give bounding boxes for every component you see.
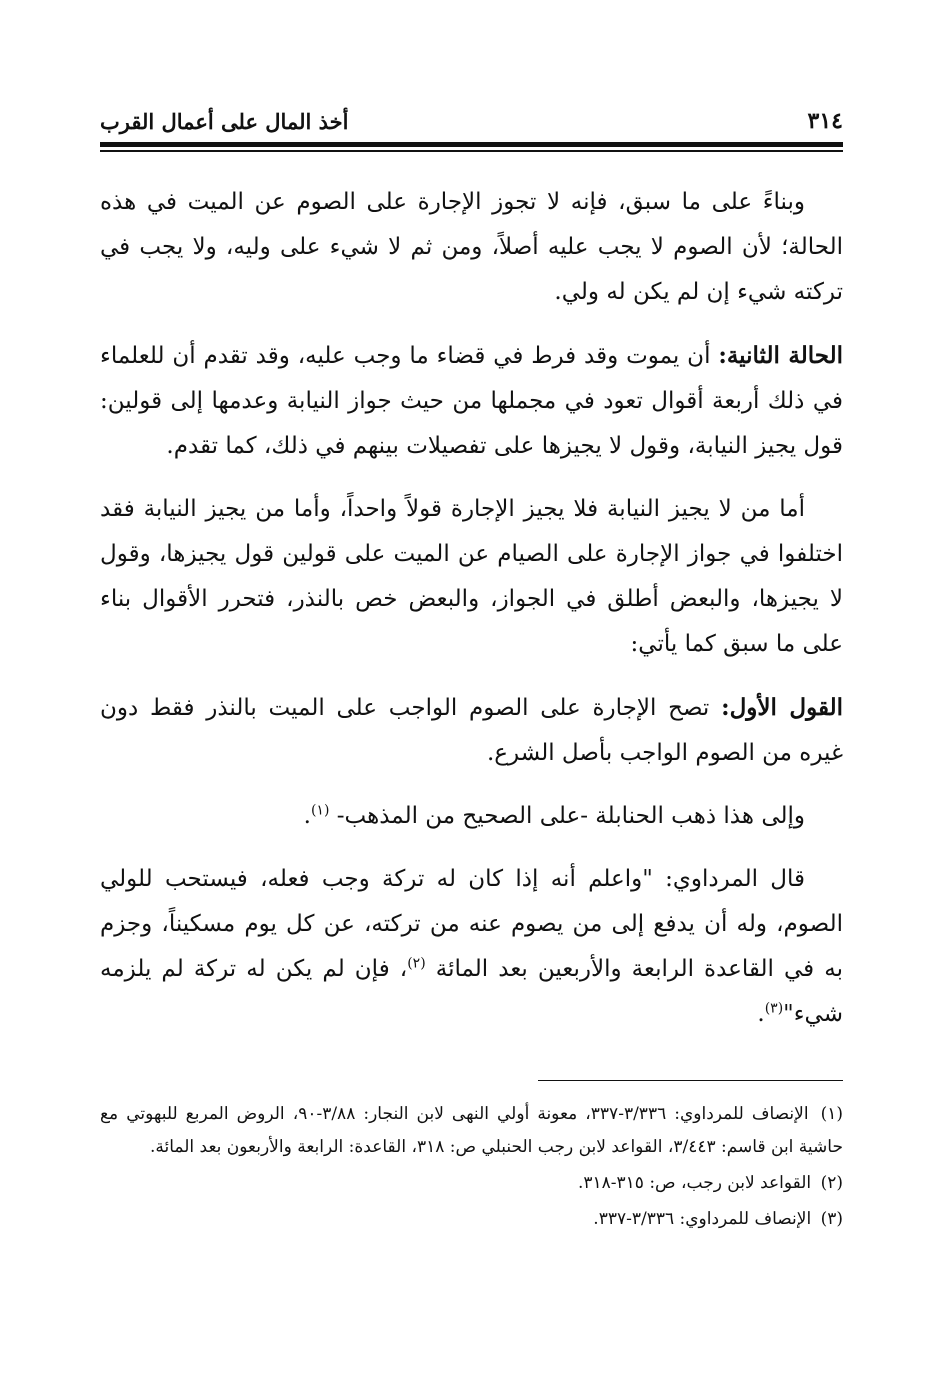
paragraph-6-text-b: ، فإن لم يكن له تركة لم يلزمه شيء" — [100, 956, 843, 1027]
footnote-number: (١) — [820, 1104, 844, 1124]
paragraph-5 — [100, 794, 843, 839]
footnote-text: الإنصاف للمرداوي: ٣/٣٣٦-٣٣٧. — [593, 1209, 812, 1229]
paragraph-3: أما من لا يجيز النيابة فلا يجيز الإجارة قولاً واحداً، وأما من يجيز النيابة فقد اختلفوا في جواز الإجارة على الصيام عن الميت على قولين قول يجيزها، وقول لا يجيزها، والبعض أطلق في الجواز، والبعض خص بالنذر، فتحرر الأقوال بناء على ما سبق كما يأتي: — [100, 496, 843, 657]
footnote-item — [100, 1203, 843, 1236]
main-text — [100, 180, 843, 1055]
footnote-item — [100, 1167, 843, 1200]
page-header — [100, 104, 843, 138]
header-rule-thick — [100, 142, 843, 147]
footnote-number: (٢) — [820, 1173, 843, 1193]
paragraph-6 — [100, 857, 843, 1037]
header-rule-thin — [100, 150, 843, 152]
footnote-ref-2[interactable]: (٢) — [407, 955, 426, 972]
running-title: أخذ المال على أعمال القرب — [100, 108, 349, 134]
paragraph-6-end: . — [757, 1001, 765, 1027]
paragraph-5-end: . — [303, 803, 311, 829]
paragraph-4-text: تصح الإجارة على الصوم الواجب على الميت بالنذر فقط دون غيره من الصوم الواجب بأصل الشرع. — [100, 695, 843, 766]
footnote-item — [100, 1098, 843, 1164]
first-opinion-heading: القول الأول: — [721, 694, 844, 721]
footnote-text: القواعد لابن رجب، ص: ٣١٥-٣١٨. — [577, 1173, 812, 1193]
footnotes — [100, 1098, 843, 1239]
footnote-ref-3[interactable]: (٣) — [764, 1000, 784, 1017]
page-number: ٣١٤ — [807, 108, 843, 134]
footnote-ref-1[interactable]: (١) — [310, 802, 330, 819]
paragraph-5-text: وإلى هذا ذهب الحنابلة -على الصحيح من المذهب- — [336, 803, 805, 829]
footnote-divider — [538, 1080, 843, 1081]
footnote-number: (٣) — [820, 1209, 843, 1229]
paragraph-1: وبناءً على ما سبق، فإنه لا تجوز الإجارة على الصوم عن الميت في هذه الحالة؛ لأن الصوم لا يجب عليه أصلاً، ومن ثم لا شيء على وليه، ولا يجب في تركته شيء إن لم يكن له ولي. — [100, 189, 843, 305]
case-two-heading: الحالة الثانية: — [718, 342, 844, 369]
paragraph-2 — [100, 333, 843, 469]
footnote-text: الإنصاف للمرداوي: ٣/٣٣٦-٣٣٧، معونة أولي النهى لابن النجار: ٣/٨٨-٩٠، الروض المربع للبهوتي مع حاشية ابن قاسم: ٣/٤٤٣، القواعد لابن رجب الحنبلي ص: ٣١٨، القاعدة: الرابعة والأربعون بعد المائة. — [100, 1104, 843, 1157]
paragraph-6-text-a: قال المرداوي: "واعلم أنه إذا كان له تركة وجب فعله، فيستحب للولي الصوم، وله أن يدفع إلى من يصوم عنه من تركته، عن كل يوم مسكيناً، وجزم به في القاعدة الرابعة والأربعين بعد المائة — [100, 866, 843, 982]
paragraph-2-text: أن يموت وقد فرط في قضاء ما وجب عليه، وقد تقدم أن للعلماء في ذلك أربعة أقوال تعود في مجملها من حيث جواز النيابة وعدمها إلى قولين: قول يجيز النيابة، وقول لا يجيزها على تفصيلات بينهم في ذلك، كما تقدم. — [100, 343, 843, 459]
paragraph-4 — [100, 685, 843, 776]
